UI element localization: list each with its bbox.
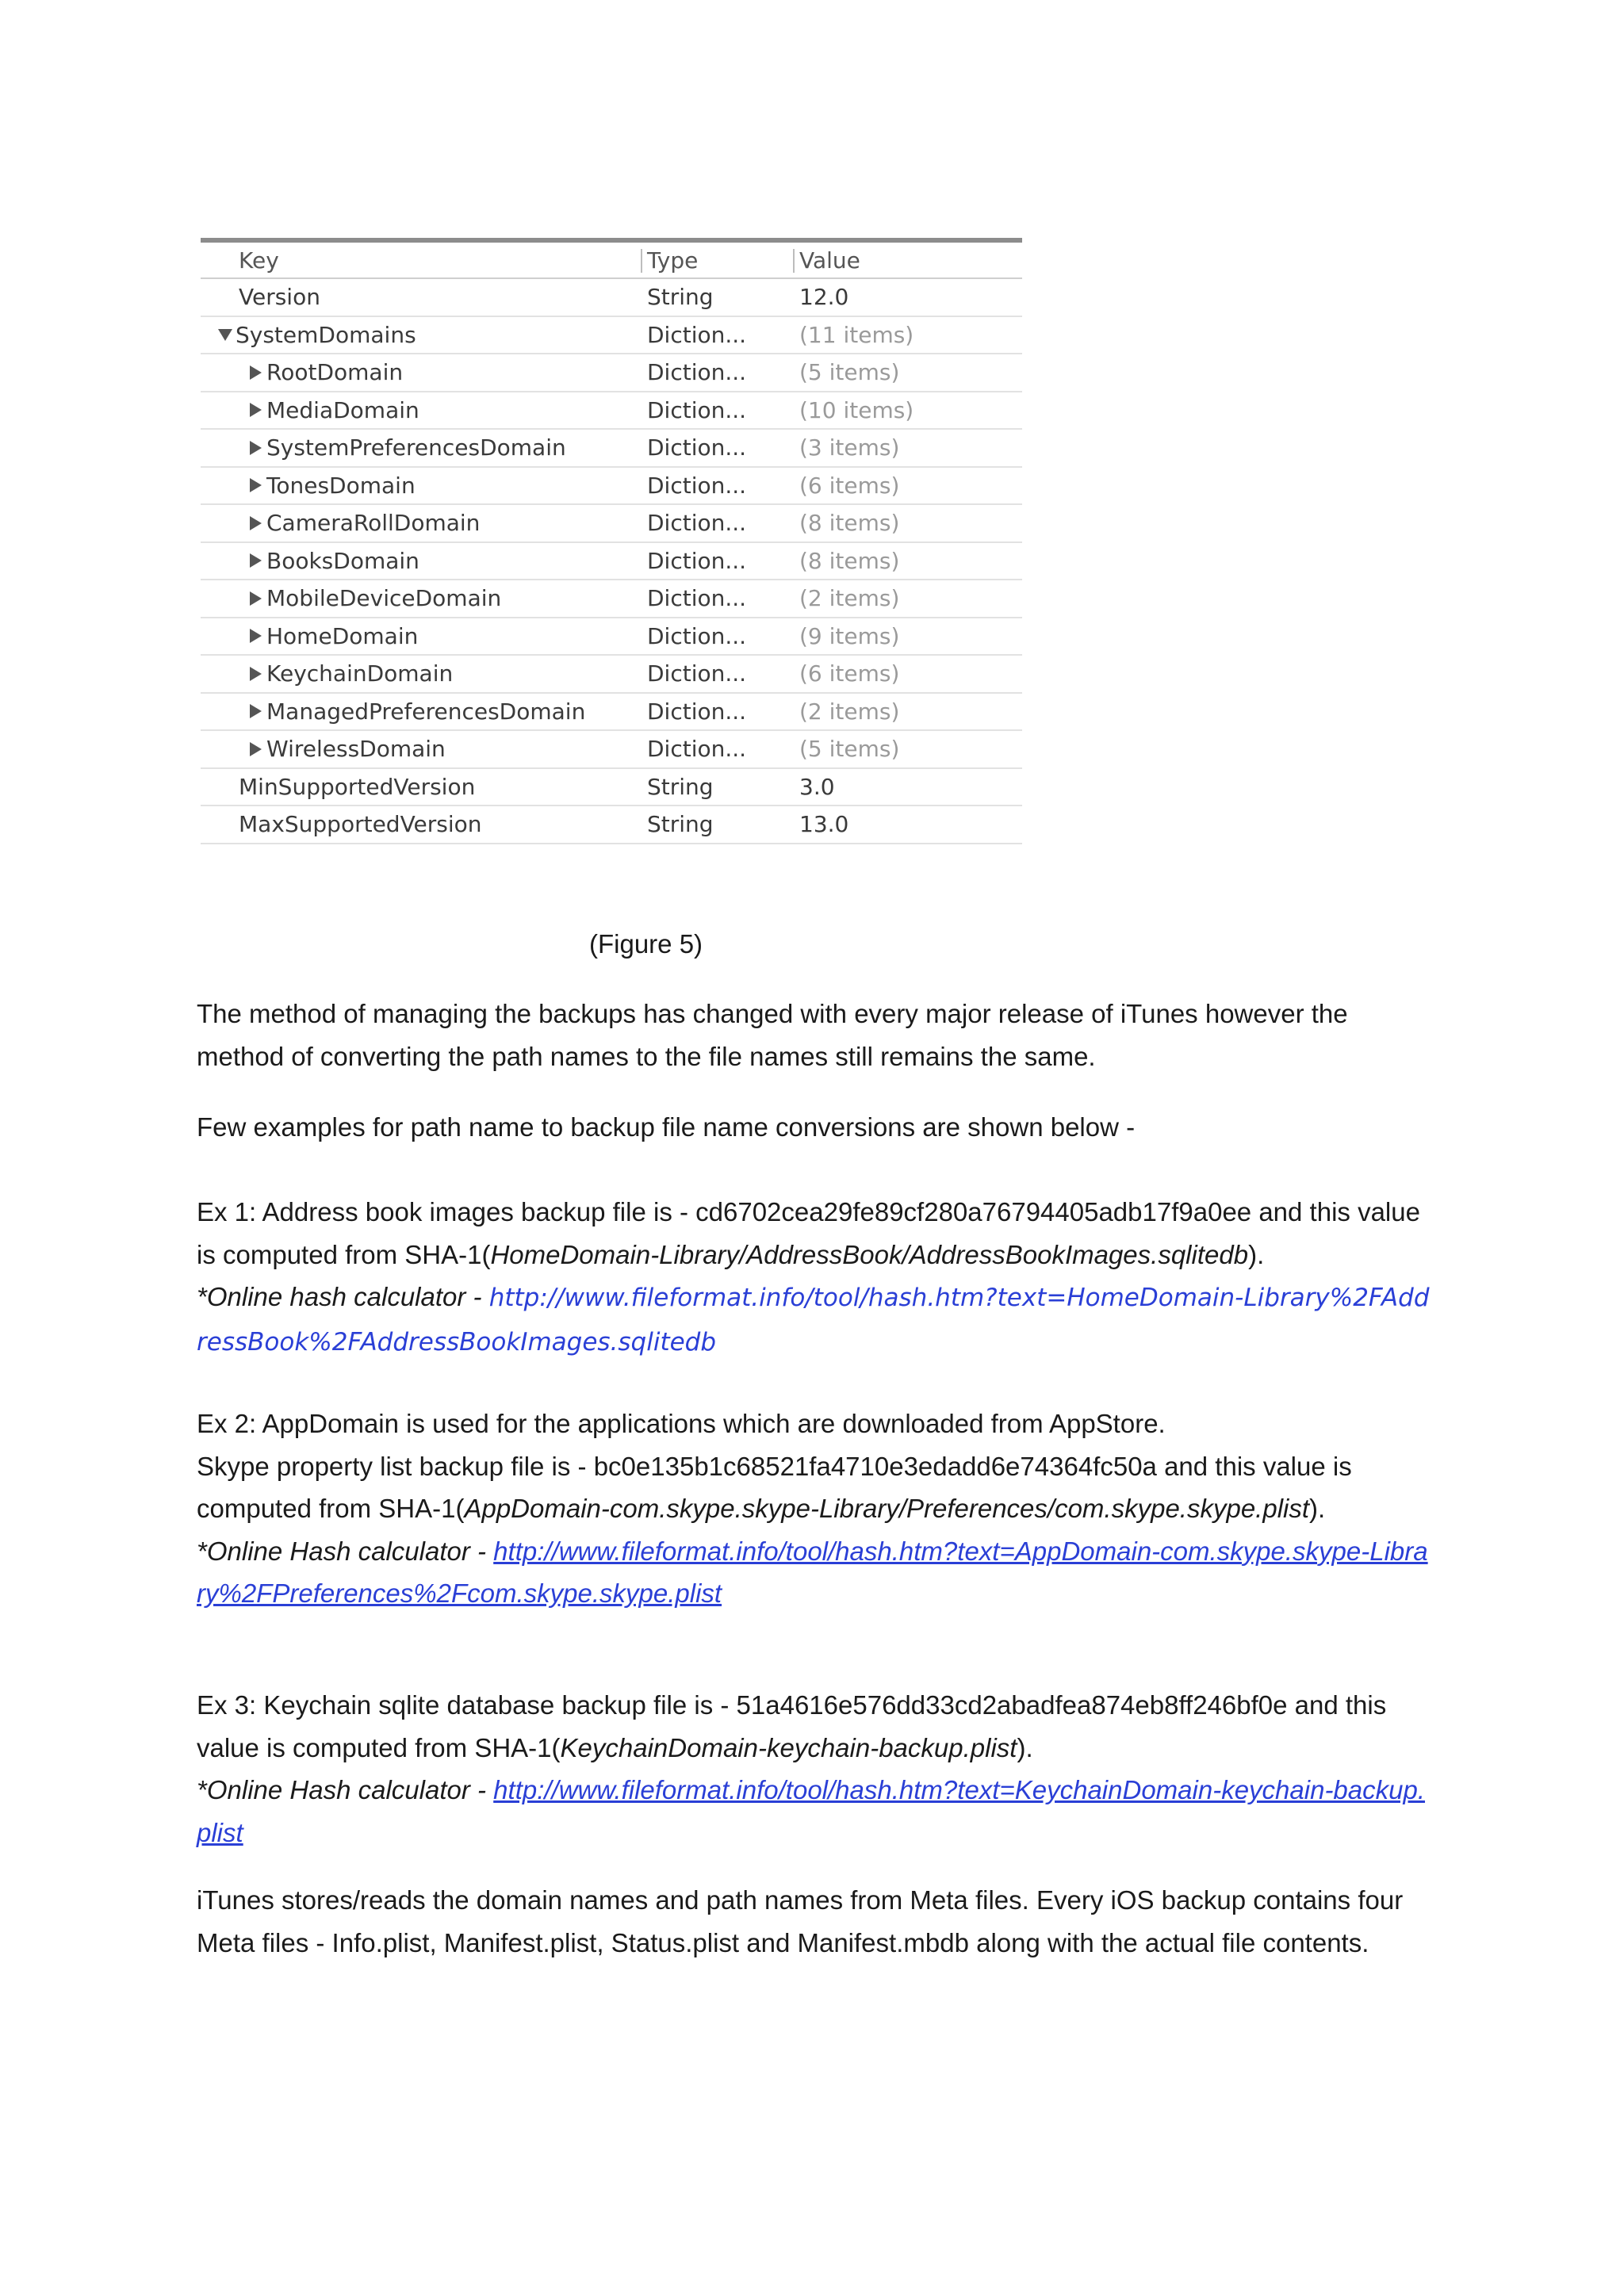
example-close: ). [1017,1732,1033,1762]
table-row[interactable] [201,694,1022,732]
example-text: Keychain sqlite database backup file is - 51a4616e576dd33cd2abadfea874eb8ff246bf0e and this value is computed from SHA-1( [197,1690,1387,1762]
row-key-label: KeychainDomain [266,660,454,687]
row-value: 3.0 [799,773,835,800]
row-value: (5 items) [799,359,900,386]
row-type: Diction... [647,736,747,763]
row-value: (11 items) [799,321,914,348]
table-header [201,243,1022,279]
row-type: String [647,773,714,800]
example-2 [197,1402,1434,1615]
row-value: (8 items) [799,510,900,537]
table-row[interactable] [201,769,1022,807]
row-type: Diction... [647,585,747,612]
row-key-label: SystemDomains [236,321,416,348]
row-key [250,543,419,580]
example-label: Ex 3: [197,1690,257,1720]
example-text: Skype property list backup file is - bc0e135b1c68521fa4710e3edadd6e74364fc50a and this value is computed from SHA-1( [197,1451,1352,1523]
table-row[interactable] [201,806,1022,844]
row-value: (9 items) [799,622,900,649]
example-1 [197,1191,1434,1364]
disclosure-collapsed-icon[interactable] [250,516,262,530]
example-close: ). [1248,1239,1265,1269]
row-value: 12.0 [799,284,849,311]
row-type: Diction... [647,660,747,687]
row-key [239,769,475,806]
row-key-label: HomeDomain [266,622,419,649]
disclosure-collapsed-icon[interactable] [250,478,262,492]
row-value: (2 items) [799,698,900,725]
row-key-label: TonesDomain [266,472,416,499]
paragraph-text: Few examples for path name to backup file name conversions are shown below - [197,1112,1136,1142]
row-value: 13.0 [799,811,849,838]
row-type: Diction... [647,698,747,725]
disclosure-collapsed-icon[interactable] [250,704,262,718]
table-row[interactable] [201,468,1022,506]
row-key [250,468,416,504]
example-label: Ex 2: [197,1409,257,1438]
row-key-label: MinSupportedVersion [239,773,476,800]
row-type: Diction... [647,396,747,423]
row-type: Diction... [647,510,747,537]
row-type: Diction... [647,472,747,499]
paragraph-examples-intro [197,1106,1434,1149]
hash-note: *Online hash calculator - [197,1282,489,1311]
row-key [250,505,480,541]
table-row[interactable] [201,543,1022,581]
figure-caption: (Figure 5) [589,929,703,959]
row-value: (3 items) [799,434,900,461]
row-key [218,317,416,354]
table-row[interactable] [201,279,1022,317]
table-body [201,279,1022,844]
hash-link[interactable]: http://www.fileformat.info/tool/hash.htm?text=AppDomain-com.skype.skype-Library%2FPreferences%2Fcom.skype.skype.plist [197,1536,1428,1608]
hash-note: *Online Hash calculator - [197,1775,494,1804]
disclosure-collapsed-icon[interactable] [250,403,262,417]
row-type: String [647,284,714,311]
column-header-type[interactable]: Type [647,243,698,277]
paragraph-intro [197,993,1434,1077]
row-key [250,656,453,692]
example-close: ). [1309,1494,1326,1523]
disclosure-collapsed-icon[interactable] [250,629,262,643]
row-key-label: SystemPreferencesDomain [266,434,566,461]
row-key [250,580,501,617]
row-key [250,392,419,429]
row-type: Diction... [647,359,747,386]
disclosure-expanded-icon[interactable] [218,329,232,341]
disclosure-collapsed-icon[interactable] [250,742,262,756]
row-value: (5 items) [799,736,900,763]
disclosure-collapsed-icon[interactable] [250,553,262,568]
row-value: (8 items) [799,547,900,574]
paragraph-text: The method of managing the backups has changed with every major release of iTunes however the method of converting the path names to the file names still remains the same. [197,999,1348,1071]
row-key-label: Version [239,284,320,311]
table-row[interactable] [201,656,1022,694]
hash-link[interactable]: http://www.fileformat.info/tool/hash.htm?text=HomeDomain-Library%2FAddressBook%2FAddressBookImages.sqlitedb [197,1284,1430,1357]
column-header-key[interactable]: Key [239,247,279,274]
row-key-label: BooksDomain [266,547,419,574]
disclosure-collapsed-icon[interactable] [250,667,262,681]
disclosure-collapsed-icon[interactable] [250,441,262,455]
hash-note: *Online Hash calculator - [197,1536,494,1566]
row-key [250,694,585,730]
column-header-value[interactable]: Value [799,243,860,277]
example-path: HomeDomain-Library/AddressBook/AddressBookImages.sqlitedb [490,1239,1249,1269]
example-label: Ex 1: [197,1197,257,1226]
row-key [250,618,418,655]
table-row[interactable] [201,505,1022,543]
disclosure-collapsed-icon[interactable] [250,591,262,606]
row-type: Diction... [647,622,747,649]
table-row[interactable] [201,430,1022,468]
row-type: String [647,811,714,838]
example-text: Address book images backup file is - cd6702cea29fe89cf280a76794405adb17f9a0ee and this value is computed from SHA-1( [197,1197,1420,1269]
row-key-label: RootDomain [266,359,404,386]
row-key [250,731,446,767]
table-row[interactable] [201,354,1022,392]
example-path: AppDomain-com.skype.skype-Library/Preferences/com.skype.skype.plist [464,1494,1310,1523]
hash-link[interactable]: http://www.fileformat.info/tool/hash.htm?text=KeychainDomain-keychain-backup.plist [197,1775,1426,1847]
table-row[interactable] [201,392,1022,430]
paragraph-meta-files [197,1879,1434,1964]
row-key-label: MaxSupportedVersion [239,811,482,838]
row-key-label: MediaDomain [266,396,419,423]
row-value: (10 items) [799,396,914,423]
example-text: AppDomain is used for the applications which are downloaded from AppStore. [256,1409,1166,1438]
row-key [250,430,566,466]
table-row[interactable] [201,317,1022,355]
row-key-label: ManagedPreferencesDomain [266,698,586,725]
example-path: KeychainDomain-keychain-backup.plist [560,1732,1017,1762]
row-key [239,279,320,316]
disclosure-collapsed-icon[interactable] [250,365,262,380]
row-type: Diction... [647,547,747,574]
row-key [250,354,403,391]
row-key [239,806,482,843]
table-row[interactable] [201,580,1022,618]
row-value: (6 items) [799,660,900,687]
row-value: (2 items) [799,585,900,612]
plist-table [201,238,1022,844]
row-key-label: CameraRollDomain [266,510,481,537]
table-row[interactable] [201,618,1022,656]
table-row[interactable] [201,731,1022,769]
paragraph-text: iTunes stores/reads the domain names and path names from Meta files. Every iOS backup contains four Meta files - Info.plist, Manifest.plist, Status.plist and Manifest.mbdb along with the actual file contents. [197,1885,1404,1957]
row-value: (6 items) [799,472,900,499]
row-type: Diction... [647,434,747,461]
row-type: Diction... [647,321,747,348]
row-key-label: MobileDeviceDomain [266,585,502,612]
example-3 [197,1684,1434,1854]
row-key-label: WirelessDomain [266,736,446,763]
